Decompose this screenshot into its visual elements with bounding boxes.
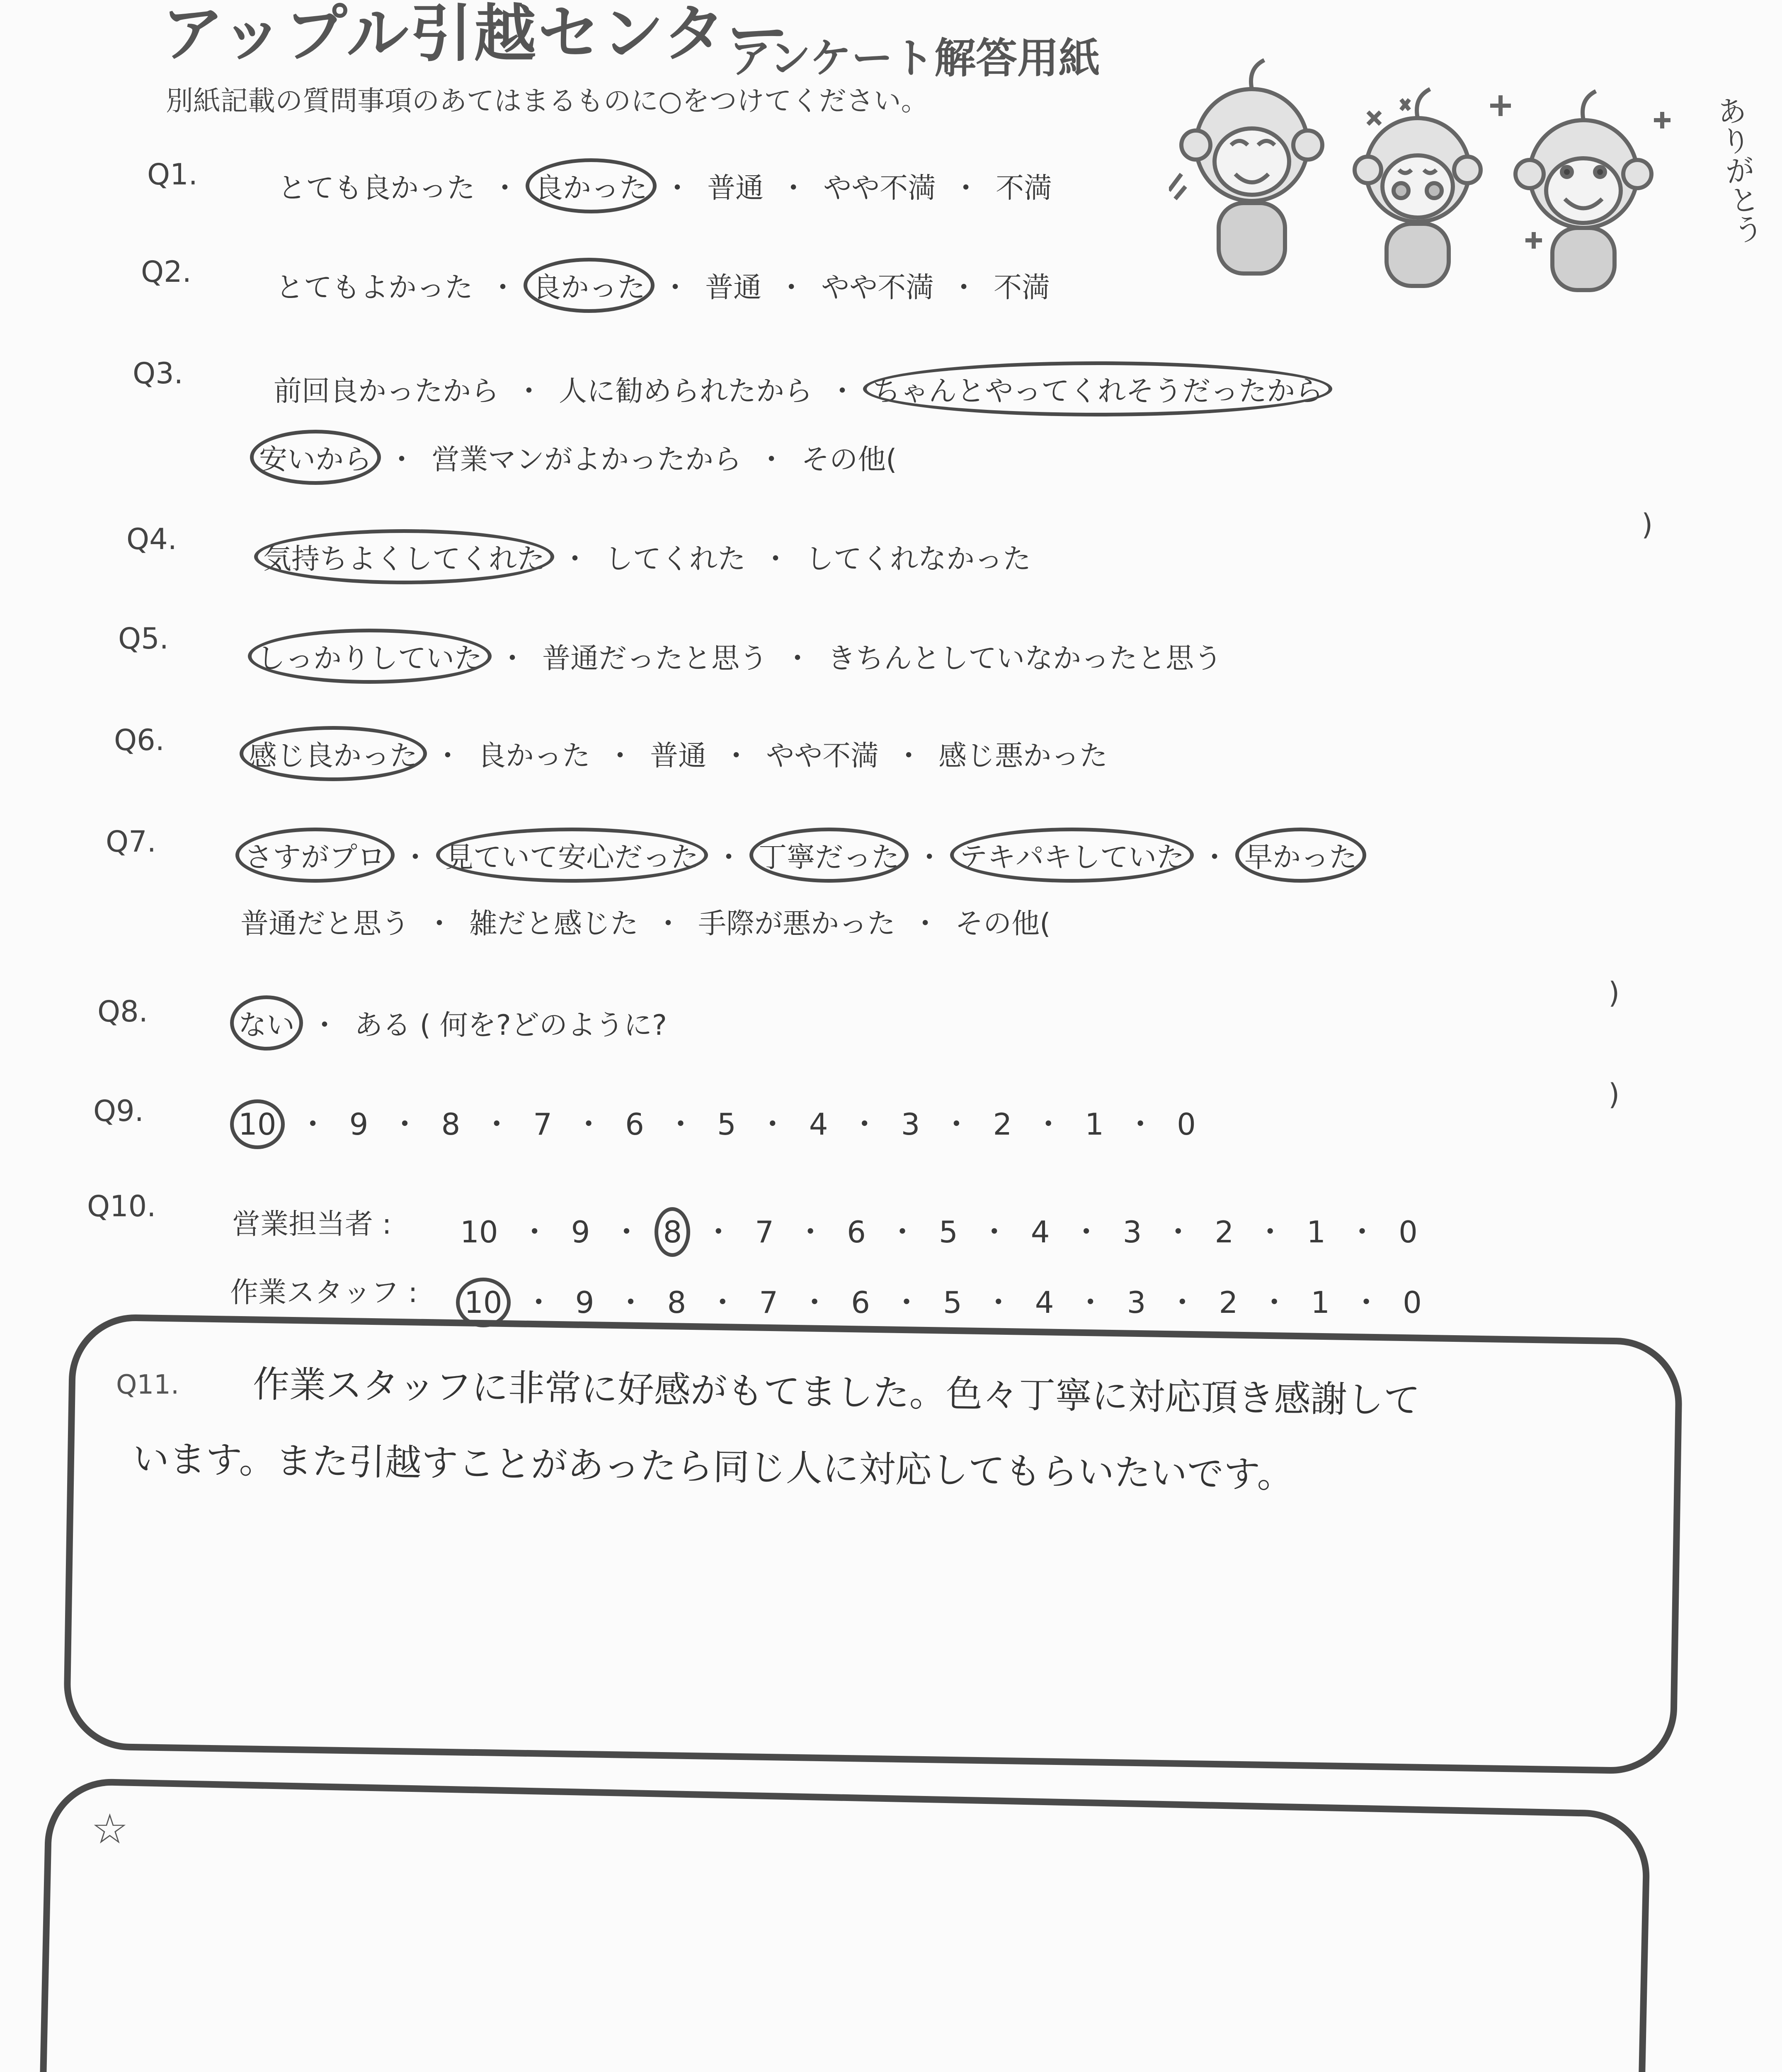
q9-option[interactable]: 7: [533, 1107, 553, 1142]
q9-option[interactable]: 0: [1177, 1107, 1196, 1142]
q10-sales-label: 営業担当者 :: [232, 1208, 392, 1241]
q10-staff-option[interactable]: 3: [1127, 1285, 1146, 1320]
q7-option[interactable]: 手際が悪かった: [698, 908, 896, 940]
free-comment-box[interactable]: [37, 1778, 1651, 2072]
q7-option-selected[interactable]: 丁寧だった: [759, 835, 899, 875]
q8-option-selected[interactable]: ない: [238, 1003, 295, 1043]
q11-comment-line2: います。また引越すことがあったら同じ人に対応してもらいたいです。: [132, 1437, 1294, 1496]
q7-option-selected[interactable]: 早かった: [1244, 835, 1357, 875]
q8-close-paren: ): [1608, 1077, 1620, 1111]
q7-option[interactable]: 雑だと感じた: [469, 908, 639, 940]
q7-options-line2: 普通だと思う ・ 雑だと感じた ・ 手際が悪かった ・ その他(: [240, 901, 1051, 942]
q9-option[interactable]: 4: [809, 1107, 828, 1142]
q1-option[interactable]: 不満: [996, 172, 1052, 205]
q10-sales-option[interactable]: 3: [1123, 1215, 1142, 1249]
q10-staff-option[interactable]: 6: [851, 1285, 870, 1320]
q5-option[interactable]: きちんとしていなかったと思う: [827, 642, 1222, 675]
q2-label: Q2.: [141, 255, 192, 289]
company-title: アップル引越センター: [162, 0, 791, 70]
q2-option[interactable]: とてもよかった: [276, 271, 473, 304]
q10-sales-option[interactable]: 5: [938, 1215, 958, 1249]
q7-options-line1: さすがプロ ・ 見ていて安心だった ・ 丁寧だった ・ テキパキしていた ・ 早かった: [245, 835, 1357, 875]
q2-option[interactable]: やや不満: [821, 271, 934, 304]
q9-options: 10 ・ 9 ・ 8 ・ 7 ・ 6 ・ 5 ・ 4 ・ 3 ・ 2 ・ 1 ・ 0: [238, 1107, 1196, 1142]
q4-options: 気持ちよくしてくれた ・ してくれた ・ してくれなかった: [263, 537, 1031, 577]
q9-option[interactable]: 1: [1085, 1107, 1104, 1142]
q1-label: Q1.: [147, 157, 198, 191]
q3-option-selected[interactable]: ちゃんとやってくれそうだったから: [872, 369, 1323, 409]
q10-sales-option[interactable]: 0: [1399, 1215, 1418, 1249]
q1-option[interactable]: とても良かった: [278, 172, 475, 205]
q11-label: Q11.: [116, 1370, 179, 1400]
q10-staff-option[interactable]: 5: [943, 1285, 962, 1320]
q3-option-selected[interactable]: 安いから: [259, 437, 372, 477]
q3-option-other[interactable]: その他(: [801, 443, 897, 476]
q6-option-selected[interactable]: 感じ良かった: [249, 733, 418, 774]
q10-staff-option[interactable]: 8: [667, 1285, 686, 1320]
q8-label: Q8.: [97, 995, 148, 1029]
q5-option[interactable]: 普通だったと思う: [542, 642, 768, 675]
star-icon: ☆: [91, 1805, 128, 1853]
q7-close-paren: ): [1608, 976, 1620, 1010]
q10-sales-option[interactable]: 1: [1307, 1215, 1326, 1249]
q10-label: Q10.: [87, 1189, 156, 1223]
q10-staff-label: 作業スタッフ :: [230, 1276, 418, 1309]
q2-options: とてもよかった ・ 良かった ・ 普通 ・ やや不満 ・ 不満: [276, 265, 1050, 305]
q9-label: Q9.: [93, 1094, 144, 1128]
q10-staff-option[interactable]: 4: [1035, 1285, 1054, 1320]
q7-option-selected[interactable]: 見ていて安心だった: [445, 835, 699, 875]
q1-option[interactable]: やや不満: [823, 172, 936, 205]
q4-label: Q4.: [126, 522, 177, 556]
q10-staff-option[interactable]: 2: [1219, 1285, 1238, 1320]
q5-option-selected[interactable]: しっかりしていた: [257, 636, 482, 676]
q10-sales-option-selected[interactable]: 8: [663, 1215, 682, 1249]
q3-option[interactable]: 前回良かったから: [274, 375, 499, 408]
instruction-text: 別紙記載の質問事項のあてはまるものに○をつけてください。: [166, 85, 929, 117]
q3-options-line2: 安いから ・ 営業マンがよかったから ・ その他(: [259, 437, 897, 477]
q10-staff-option[interactable]: 7: [759, 1285, 778, 1320]
q9-option-selected[interactable]: 10: [238, 1107, 276, 1142]
form-subtitle: アンケート解答用紙: [730, 34, 1100, 82]
q6-label: Q6.: [114, 723, 165, 757]
q8-options: ない ・ ある ( 何を?どのように?: [238, 1003, 667, 1043]
q3-option[interactable]: 人に勧められたから: [559, 375, 813, 408]
q9-option[interactable]: 5: [717, 1107, 736, 1142]
q11-comment-line1: 作業スタッフに非常に好感がもてました。色々丁寧に対応頂き感謝して: [252, 1363, 1421, 1422]
q10-sales-option[interactable]: 7: [755, 1215, 774, 1249]
q4-option-selected[interactable]: 気持ちよくしてくれた: [263, 537, 545, 577]
q10-staff-options: 10 ・ 9 ・ 8 ・ 7 ・ 6 ・ 5 ・ 4 ・ 3 ・ 2 ・ 1 ・ 0: [464, 1285, 1422, 1320]
q7-option[interactable]: 普通だと思う: [240, 908, 410, 940]
q3-close-paren: ): [1641, 508, 1653, 542]
q5-options: しっかりしていた ・ 普通だったと思う ・ きちんとしていなかったと思う: [257, 636, 1222, 676]
q10-staff-option[interactable]: 9: [575, 1285, 594, 1320]
q9-option[interactable]: 3: [901, 1107, 920, 1142]
q1-option-selected[interactable]: 良かった: [535, 166, 647, 206]
q4-option[interactable]: してくれた: [605, 543, 746, 576]
thanks-text: ありがとう: [1710, 93, 1765, 247]
q3-options-line1: 前回良かったから ・ 人に勧められたから ・ ちゃんとやってくれそうだったから: [274, 369, 1323, 409]
q3-option[interactable]: 営業マンがよかったから: [432, 443, 742, 476]
q2-option[interactable]: 不満: [994, 271, 1050, 304]
q8-option[interactable]: ある ( 何を?どのように?: [354, 1009, 667, 1042]
q3-label: Q3.: [133, 356, 183, 390]
q10-sales-option[interactable]: 10: [460, 1215, 498, 1249]
q10-staff-option[interactable]: 0: [1403, 1285, 1422, 1320]
q10-staff-option-selected[interactable]: 10: [464, 1285, 502, 1320]
q6-option[interactable]: やや不満: [766, 740, 879, 772]
q1-option[interactable]: 普通: [707, 172, 764, 205]
q7-option-selected[interactable]: さすがプロ: [245, 835, 385, 875]
q2-option[interactable]: 普通: [705, 271, 762, 304]
q7-option-selected[interactable]: テキパキしていた: [959, 835, 1185, 875]
q5-label: Q5.: [118, 622, 169, 656]
q9-option[interactable]: 2: [993, 1107, 1012, 1142]
q10-sales-option[interactable]: 2: [1215, 1215, 1234, 1249]
q9-option[interactable]: 9: [349, 1107, 369, 1142]
q6-option[interactable]: 感じ悪かった: [938, 740, 1108, 772]
q9-option[interactable]: 6: [625, 1107, 644, 1142]
q1-options: とても良かった ・ 良かった ・ 普通 ・ やや不満 ・ 不満: [278, 166, 1052, 206]
q10-staff-option[interactable]: 1: [1311, 1285, 1330, 1320]
q4-option[interactable]: してくれなかった: [805, 543, 1031, 576]
q7-option-other[interactable]: その他(: [955, 908, 1051, 940]
q10-sales-options: 10 ・ 9 ・ 8 ・ 7 ・ 6 ・ 5 ・ 4 ・ 3 ・ 2 ・ 1 ・ 0: [460, 1215, 1418, 1249]
q7-label: Q7.: [106, 825, 156, 859]
q10-sales-option[interactable]: 6: [847, 1215, 866, 1249]
q9-option[interactable]: 8: [441, 1107, 461, 1142]
q6-option[interactable]: 良かった: [478, 740, 591, 772]
monkey-mascots-illustration: [1169, 50, 1691, 298]
q2-option-selected[interactable]: 良かった: [533, 265, 645, 305]
q6-options: 感じ良かった ・ 良かった ・ 普通 ・ やや不満 ・ 感じ悪かった: [249, 733, 1108, 774]
q10-sales-option[interactable]: 9: [571, 1215, 590, 1249]
q6-option[interactable]: 普通: [650, 740, 707, 772]
q10-sales-option[interactable]: 4: [1030, 1215, 1050, 1249]
